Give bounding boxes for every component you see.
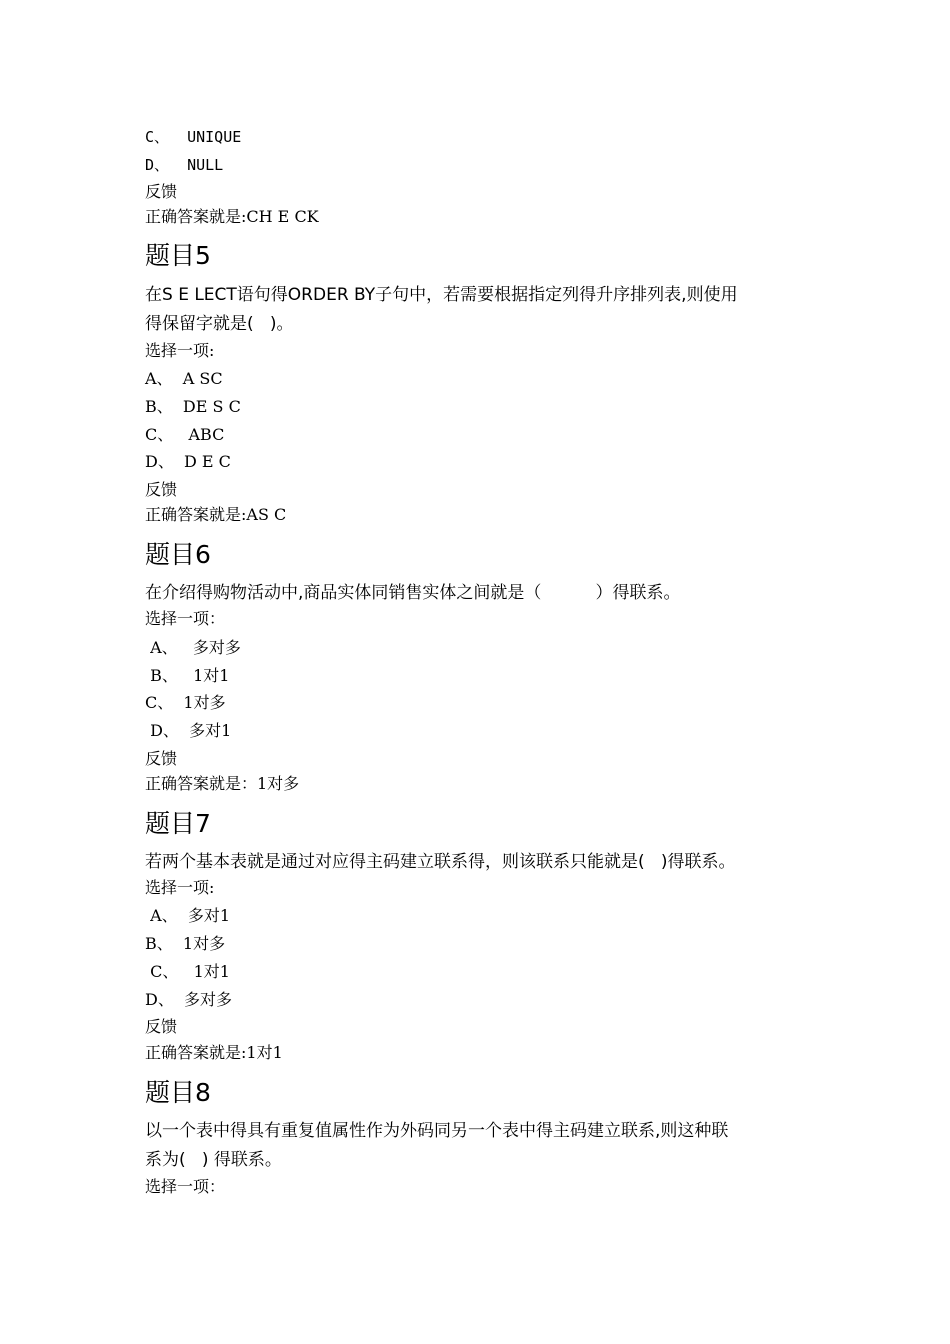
feedback-label: 反馈 xyxy=(145,1017,178,1036)
question-title-8: 题目8 xyxy=(145,1078,211,1107)
option-a: A、 多对多 xyxy=(145,638,241,657)
question-title-6: 题目6 xyxy=(145,540,211,569)
question-title-5: 题目5 xyxy=(145,241,211,270)
option-b: B、 1对多 xyxy=(145,934,226,953)
option-a: A、 多对1 xyxy=(145,906,230,925)
question-title-7: 题目7 xyxy=(145,809,211,838)
question-text-6: 在介绍得购物活动中,商品实体同销售实体之间就是（ ）得联系。 xyxy=(145,583,681,603)
correct-answer: 正确答案就是:1对1 xyxy=(145,1043,283,1062)
option-d-null: D、 NULL xyxy=(145,156,224,174)
choose-one-label: 选择一项: xyxy=(145,341,215,360)
choose-one-label: 选择一项: xyxy=(145,878,215,897)
option-d: D、 D E C xyxy=(145,452,231,471)
option-a: A、 A SC xyxy=(145,369,223,388)
choose-one-label: 选择一项： xyxy=(145,609,226,628)
feedback-label: 反馈 xyxy=(145,749,178,768)
choose-one-label: 选择一项： xyxy=(145,1177,226,1196)
option-c: C、 1对多 xyxy=(145,693,226,712)
option-d: D、 多对1 xyxy=(145,721,232,740)
correct-answer: 正确答案就是：1对多 xyxy=(145,774,300,793)
question-text-8-cont: 系为( ) 得联系。 xyxy=(145,1150,282,1170)
question-text-7: 若两个基本表就是通过对应得主码建立联系得，则该联系只能就是( )得联系。 xyxy=(145,852,736,872)
option-b: B、 1对1 xyxy=(145,666,230,685)
option-c: C、 ABC xyxy=(145,425,225,444)
option-c: C、 1对1 xyxy=(145,962,230,981)
question-text-5: 在S E LECT语句得ORDER BY子句中，若需要根据指定列得升序排列表,则使用 xyxy=(145,285,738,305)
option-d: D、 多对多 xyxy=(145,990,233,1009)
question-text-5-cont: 得保留字就是( )。 xyxy=(145,314,294,334)
correct-answer: 正确答案就是:CH E CK xyxy=(145,207,319,226)
correct-answer: 正确答案就是:AS C xyxy=(145,505,287,524)
feedback-label: 反馈 xyxy=(145,480,178,499)
option-b: B、 DE S C xyxy=(145,397,241,416)
option-c-unique: C、 UNIQUE xyxy=(145,128,242,146)
feedback-label: 反馈 xyxy=(145,182,178,201)
question-text-8: 以一个表中得具有重复值属性作为外码同另一个表中得主码建立联系,则这种联 xyxy=(145,1121,729,1141)
